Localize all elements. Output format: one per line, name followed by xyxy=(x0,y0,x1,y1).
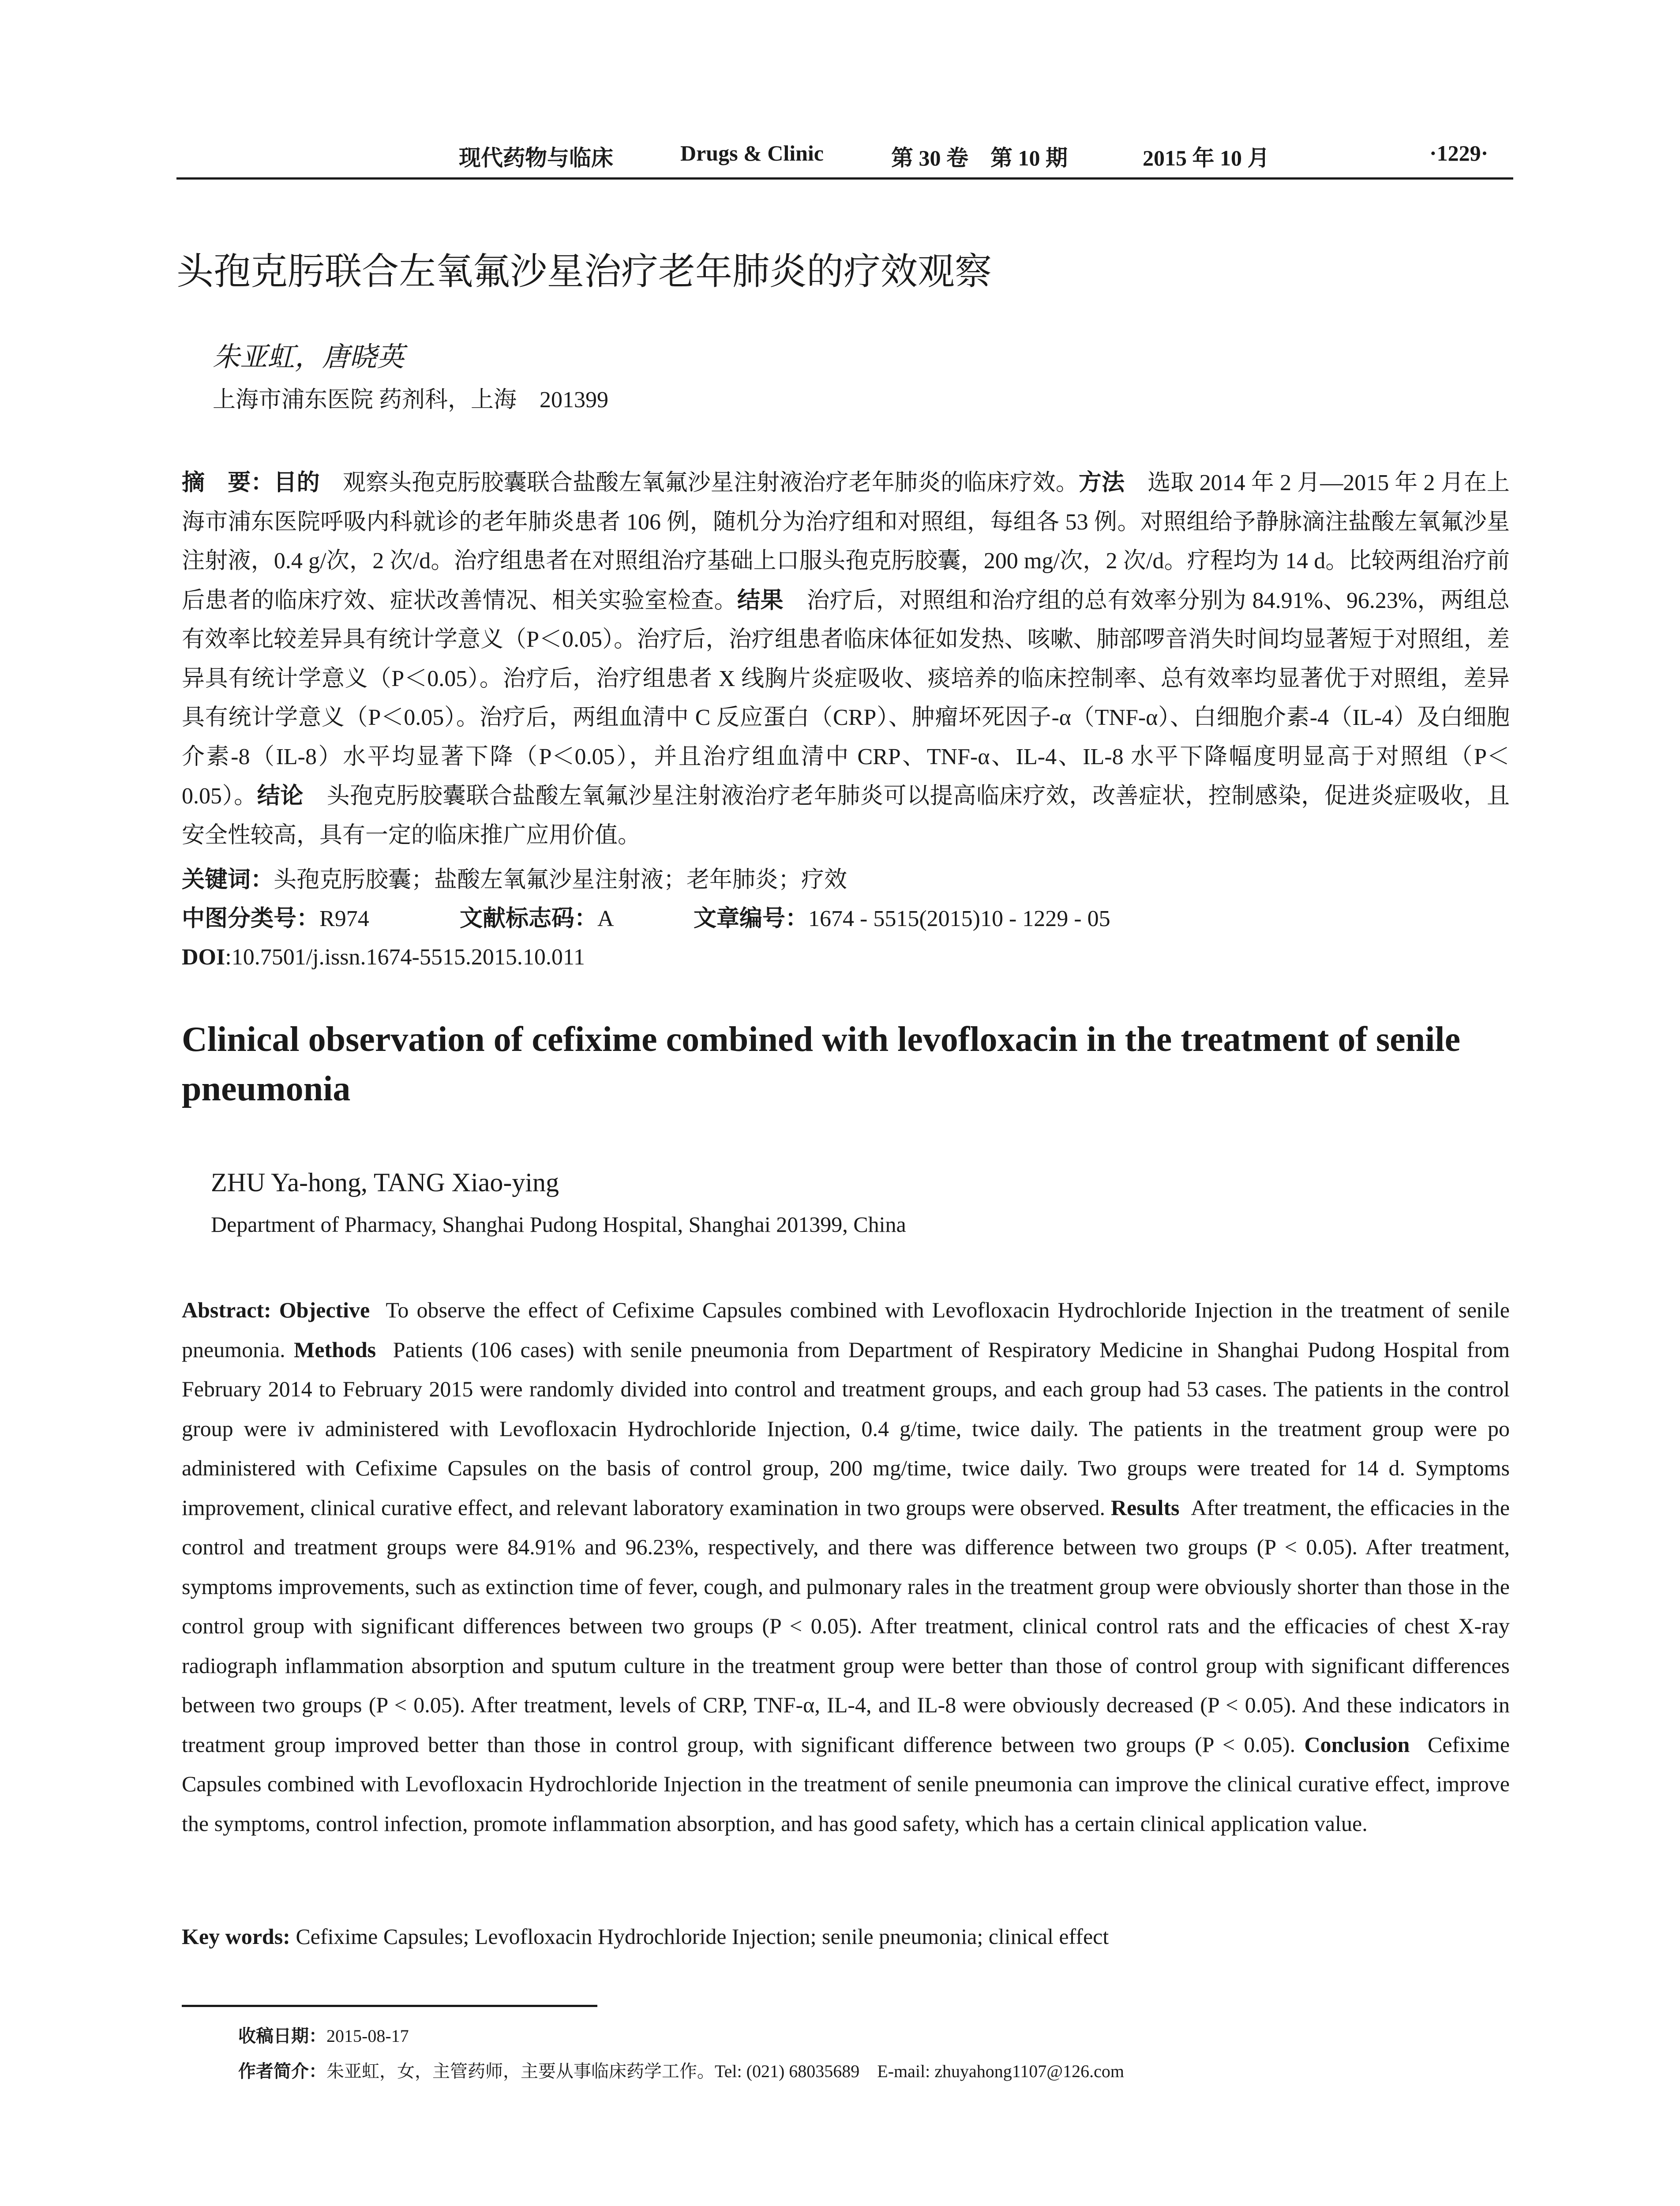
footnote-divider xyxy=(182,2005,597,2007)
conclusion-text-en: Cefixime Capsules combined with Levofloxacin Hydrochloride Injection in the treatment of senile pneumonia can improve the clinical curative effect, improve the symptoms, control infection, promote inflammation absorption, and has good safety, which has a certain clinical application value. xyxy=(182,1732,1510,1836)
keywords-label-en: Key words: xyxy=(182,1924,296,1949)
journal-name-cn: 现代药物与临床 xyxy=(459,146,613,170)
conclusion-text-cn: 头孢克肟胶囊联合盐酸左氧氟沙星注射液治疗老年肺炎可以提高临床疗效，改善症状，控制感染，促进炎症吸收，且安全性较高，具有一定的临床推广应用价值。 xyxy=(182,784,1510,848)
header-divider xyxy=(176,177,1513,180)
results-text-cn: 治疗后，对照组和治疗组的总有效率分别为 84.91%、96.23%，两组总有效率比较差异具有统计学意义（P＜0.05）。治疗后，治疗组患者临床体征如发热、咳嗽、肺部啰音消失时间均显著短于对照组，差异具有统计学意义（P＜0.05）。治疗后，治疗组患者 X 线胸片炎症吸收、痰培养的临床控制率、总有效率均显著优于对照组，差异具有统计学意义（P＜0.05）。治疗后，两组血清中 C 反应蛋白（CRP）、肿瘤坏死因子-α（TNF-α）、白细胞介素-4（IL-4）及白细胞介素-8（IL-8）水平均显著下降（P＜0.05），并且治疗组血清中 CRP、TNF-α、IL-4、IL-8 水平下降幅度明显高于对照组（P＜0.05）。 xyxy=(182,588,1510,809)
doi-label: DOI xyxy=(182,945,225,970)
author-bio-note xyxy=(238,2058,1124,2085)
keywords-cn xyxy=(182,860,847,900)
keywords-label-cn: 关键词： xyxy=(182,867,274,893)
methods-label-cn: 方法 xyxy=(1078,469,1125,496)
methods-text-cn: 选取 2014 年 2 月—2015 年 2 月在上海市浦东医院呼吸内科就诊的老年肺炎患者 106 例，随机分为治疗组和对照组，每组各 53 例。对照组给予静脉滴注盐酸左氧氟沙星注射液，0.4 g/次，2 次/d。治疗组患者在对照组治疗基础上口服头孢克肟胶囊，200 mg/次，2 次/d。疗程均为 14 d。比较两组治疗前后患者的临床疗效、症状改善情况、相关实验室检查。 xyxy=(182,470,1510,613)
article-no-value: 1674 - 5515(2015)10 - 1229 - 05 xyxy=(808,906,1110,931)
conclusion-label-en: Conclusion xyxy=(1304,1732,1410,1757)
author-bio-label: 作者简介： xyxy=(238,2061,326,2082)
objective-label-cn: 目的 xyxy=(274,469,320,496)
keywords-text-cn: 头孢克肟胶囊；盐酸左氧氟沙星注射液；老年肺炎；疗效 xyxy=(274,867,848,893)
page-number: ·1229· xyxy=(1429,141,1489,165)
volume-issue: 第 30 卷 第 10 期 xyxy=(891,146,1068,170)
conclusion-label-cn: 结论 xyxy=(257,783,304,809)
methods-label-en: Methods xyxy=(294,1337,376,1362)
results-text-en: After treatment, the efficacies in the control and treatment groups were 84.91% and 96.23%, respectively, and there was difference between two groups (P < 0.05). After treatment, symptoms improvements, such as extinction time of fever, cough, and pulmonary rales in the treatment group were obviously shorter than those in the control group with significant differences between two groups (P < 0.05). After treatment, clinical control rats and the efficacies of chest X-ray radiograph inflammation absorption and sputum culture in the treatment group were better than those of control group with significant differences between two groups (P < 0.05). After treatment, levels of CRP, TNF-α, IL-4, and IL-8 were obviously decreased (P < 0.05). And these indicators in treatment group improved better than those in control group, with significant difference between two groups (P < 0.05). xyxy=(182,1495,1510,1757)
classification-line xyxy=(182,899,1110,938)
keywords-en xyxy=(182,1917,1510,1956)
abstract-label-cn: 摘 要： xyxy=(182,469,274,496)
running-header xyxy=(176,140,1513,176)
journal-name-en: Drugs & Clinic xyxy=(680,141,824,165)
objective-label-en: Objective xyxy=(279,1298,370,1322)
doi-value: :10.7501/j.issn.1674-5515.2015.10.011 xyxy=(225,945,585,970)
doc-code-value: A xyxy=(597,906,614,931)
affiliation-en: Department of Pharmacy, Shanghai Pudong Hospital, Shanghai 201399, China xyxy=(211,1212,906,1237)
received-date-note xyxy=(238,2023,409,2049)
objective-text-en: To observe the effect of Cefixime Capsules combined with Levofloxacin Hydrochloride Injection in the treatment of senile pneumonia. xyxy=(182,1298,1510,1362)
objective-text-cn: 观察头孢克肟胶囊联合盐酸左氧氟沙星注射液治疗老年肺炎的临床疗效。 xyxy=(342,470,1079,495)
clc-label: 中图分类号： xyxy=(182,905,320,932)
affiliation-cn: 上海市浦东医院 药剂科，上海 201399 xyxy=(213,387,609,413)
doi-line xyxy=(182,938,585,977)
abstract-cn xyxy=(182,463,1510,855)
clc-value: R974 xyxy=(319,906,369,931)
keywords-text-en: Cefixime Capsules; Levofloxacin Hydrochloride Injection; senile pneumonia; clinical effect xyxy=(296,1924,1109,1949)
article-title-cn: 头孢克肟联合左氧氟沙星治疗老年肺炎的疗效观察 xyxy=(176,250,992,293)
authors-en: ZHU Ya-hong, TANG Xiao-ying xyxy=(211,1168,559,1197)
methods-text-en: Patients (106 cases) with senile pneumonia from Department of Respiratory Medicine in Shanghai Pudong Hospital from February 2014 to February 2015 were randomly divided into control and treatment groups, and each group had 53 cases. The patients in the control group were iv administered with Levofloxacin Hydrochloride Injection, 0.4 g/time, twice daily. The patients in the treatment group were po administered with Cefixime Capsules on the basis of control group, 200 mg/time, twice daily. Two groups were treated for 14 d. Symptoms improvement, clinical curative effect, and relevant laboratory examination in two groups were observed. xyxy=(182,1337,1510,1520)
received-value: 2015-08-17 xyxy=(326,2026,409,2046)
authors-cn: 朱亚虹，唐晓英 xyxy=(213,342,405,372)
article-no-label: 文章编号： xyxy=(694,905,809,932)
results-label-cn: 结果 xyxy=(737,587,784,614)
abstract-en xyxy=(182,1291,1510,1843)
issue-date: 2015 年 10 月 xyxy=(1143,146,1270,170)
received-label: 收稿日期： xyxy=(238,2026,326,2046)
abstract-label-en: Abstract: xyxy=(182,1298,279,1322)
author-bio-value: 朱亚虹，女，主管药师，主要从事临床药学工作。Tel: (021) 68035689 E-mail: zhuyahong1107@126.com xyxy=(326,2061,1124,2081)
results-label-en: Results xyxy=(1110,1495,1180,1520)
article-title-en: Clinical observation of cefixime combined with levofloxacin in the treatment of senile pneumonia xyxy=(182,1020,1461,1108)
doc-code-label: 文献标志码： xyxy=(460,905,598,932)
